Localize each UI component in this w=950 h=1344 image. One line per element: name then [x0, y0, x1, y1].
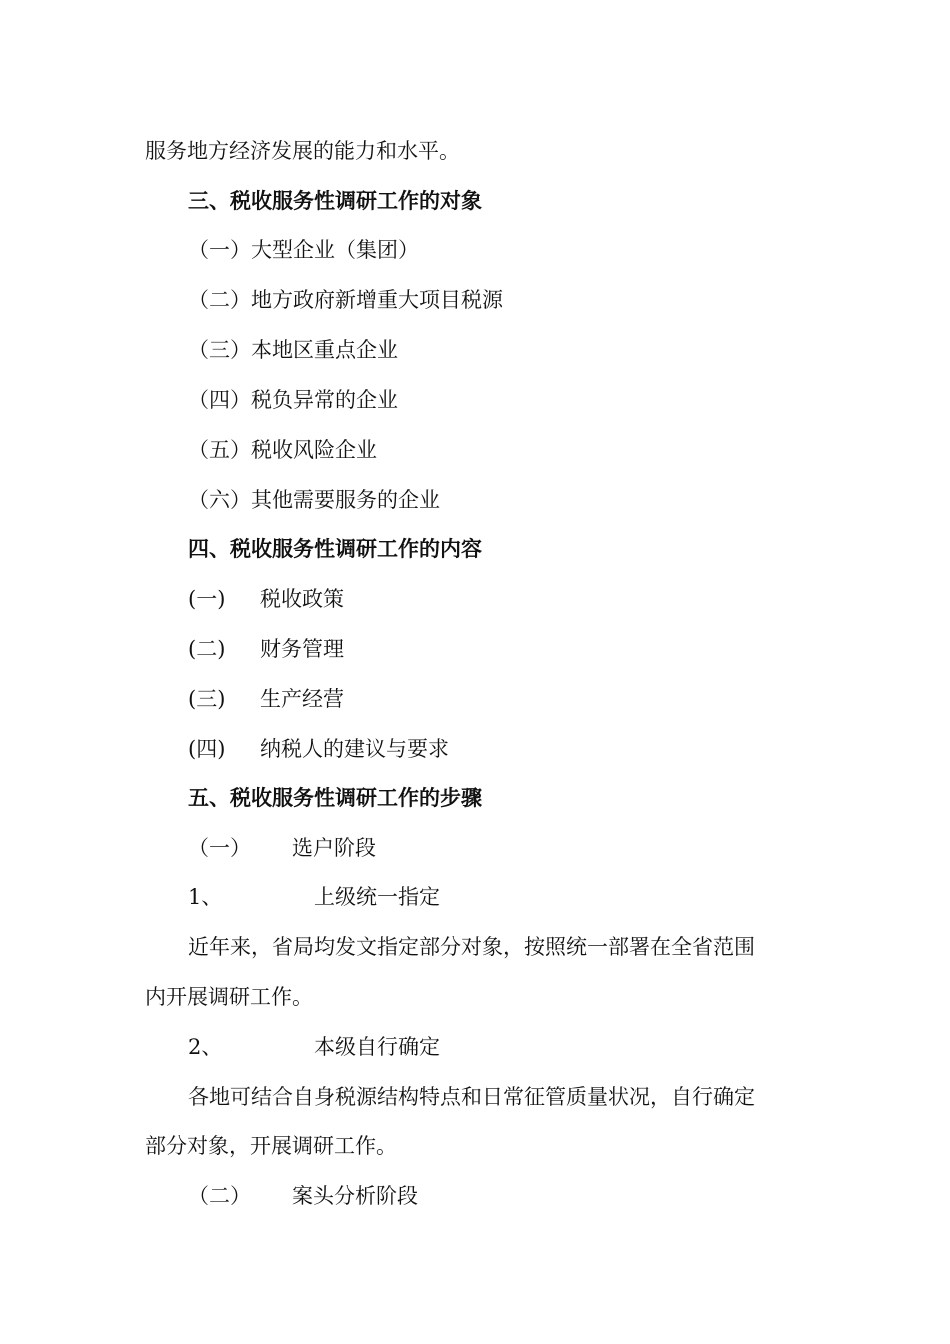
paragraph-2-line-1: 各地可结合自身税源结构特点和日常征管质量状况，自行确定 [188, 1085, 755, 1109]
object-item-4: （四）税负异常的企业 [188, 388, 398, 412]
content-item-3 [188, 684, 344, 714]
content-item-4 [188, 734, 449, 764]
paragraph-1-line-1: 近年来，省局均发文指定部分对象，按照统一部署在全省范围 [188, 935, 755, 959]
substep-number: 2、 [188, 1035, 223, 1059]
substep-number: 1、 [188, 885, 223, 909]
step-text: 案头分析阶段 [292, 1184, 418, 1208]
substep-text: 上级统一指定 [314, 885, 440, 909]
heading-objects: 三、税收服务性调研工作的对象 [188, 189, 482, 213]
content-item-number: (二) [188, 637, 226, 661]
object-item-6: （六）其他需要服务的企业 [188, 488, 440, 512]
content-item-2 [188, 634, 344, 664]
step-item-2 [188, 1181, 418, 1211]
content-item-text: 生产经营 [260, 687, 344, 711]
content-item-number: (四) [188, 737, 226, 761]
object-item-5: （五）税收风险企业 [188, 438, 377, 462]
object-item-2: （二）地方政府新增重大项目税源 [188, 288, 503, 312]
step-number: （二） [188, 1184, 251, 1208]
content-item-1 [188, 584, 344, 614]
paragraph-continuation: 服务地方经济发展的能力和水平。 [145, 139, 460, 163]
content-item-text: 纳税人的建议与要求 [260, 737, 449, 761]
step-text: 选户阶段 [292, 836, 376, 860]
content-item-number: (三) [188, 687, 226, 711]
object-item-1: （一）大型企业（集团） [188, 238, 419, 262]
heading-content: 四、税收服务性调研工作的内容 [188, 537, 482, 561]
paragraph-1-line-2: 内开展调研工作。 [145, 985, 313, 1009]
content-item-number: (一) [188, 587, 226, 611]
paragraph-2-line-2: 部分对象，开展调研工作。 [145, 1134, 397, 1158]
object-item-3: （三）本地区重点企业 [188, 338, 398, 362]
step-item-1 [188, 833, 376, 863]
substep-text: 本级自行确定 [314, 1035, 440, 1059]
substep-item-1 [188, 882, 440, 912]
heading-steps: 五、税收服务性调研工作的步骤 [188, 786, 482, 810]
step-number: （一） [188, 836, 251, 860]
content-item-text: 税收政策 [260, 587, 344, 611]
substep-item-2 [188, 1032, 440, 1062]
content-item-text: 财务管理 [260, 637, 344, 661]
